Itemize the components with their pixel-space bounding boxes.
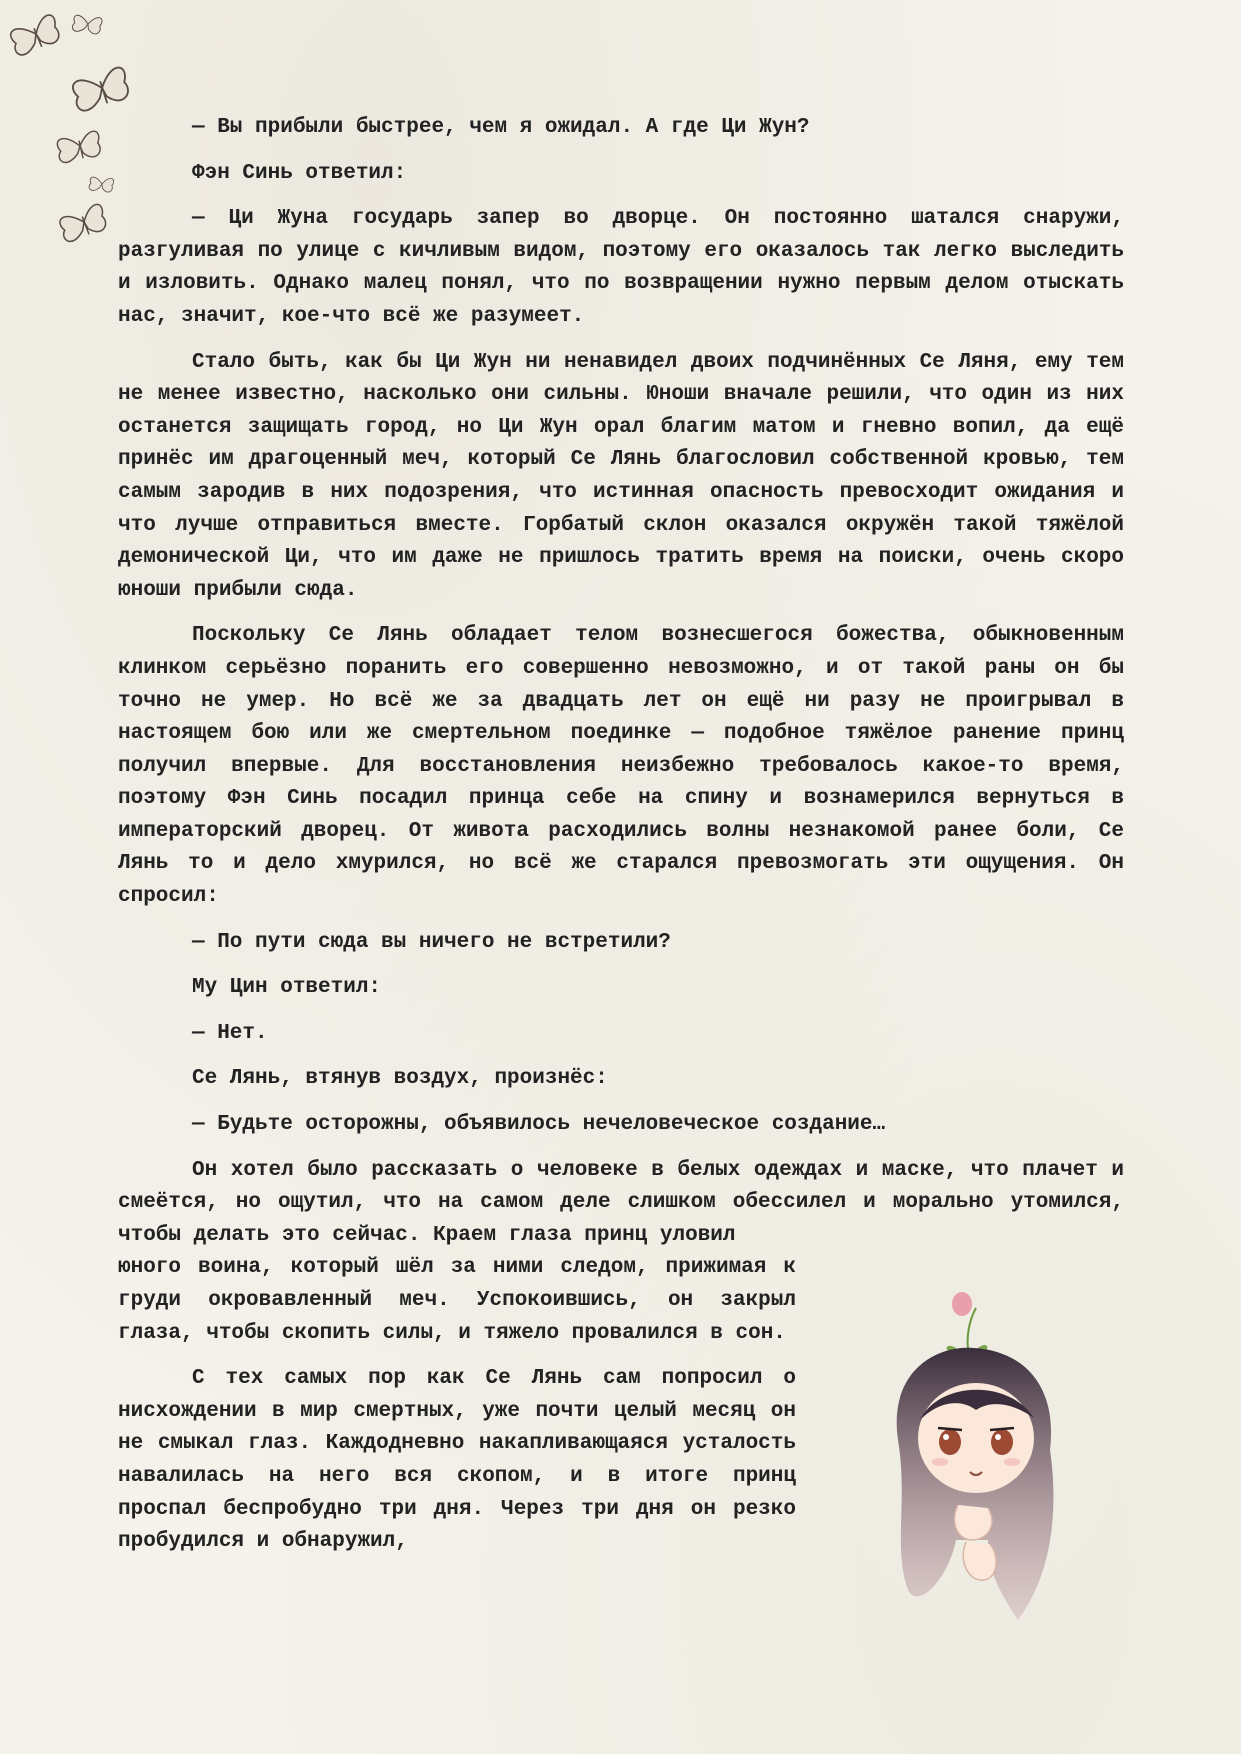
paragraph: — Ци Жуна государь запер во дворце. Он постоянно шатался снаружи, разгуливая по улице с кичливым видом, поэтому его оказалось так легко выследить и изловить. Однако малец понял, что по возвращении нужно первым делом отыскать нас, значит, кое-что всё же разумеет.: [118, 207, 1124, 328]
paragraph: Фэн Синь ответил:: [192, 161, 407, 185]
paragraph: Он хотел было рассказать о человеке в белых одеждах и маске, что плачет и смеётся, но ощутил, что на самом деле слишком обессилел и морально утомился, чтобы делать это сейчас. Краем глаза принц уловил: [118, 1158, 1124, 1247]
chibi-character-illustration: [838, 1290, 1118, 1640]
paragraph: юного воина, который шёл за ними следом, прижимая к груди окровавленный меч. Успокоившись, он закрыл глаза, чтобы скопить силы, и тяжело провалился в сон.: [118, 1256, 796, 1345]
paragraph: — Будьте осторожны, объявилось нечеловеческое создание…: [192, 1113, 886, 1137]
paragraph: — По пути сюда вы ничего не встретили?: [192, 930, 671, 954]
paragraph: — Нет.: [192, 1021, 268, 1045]
paragraph: Се Лянь, втянув воздух, произнёс:: [192, 1067, 608, 1091]
paragraph: С тех самых пор как Се Лянь сам попросил о нисхождении в мир смертных, уже почти целый месяц он не смыкал глаз. Каждодневно накапливающаяся усталость навалилась на него вся скопом, и в итоге принц проспал беспробудно три дня. Через три дня он резко пробудился и обнаружил,: [118, 1367, 796, 1554]
paragraph: Поскольку Се Лянь обладает телом вознесшегося божества, обыкновенным клинком серьёзно поранить его совершенно невозможно, и от такой раны он бы точно не умер. Но всё же за двадцать лет он ещё ни разу не проигрывал в настоящем бою или же смертельном поединке — подобное тяжёлое ранение принц получил впервые. Для восстановления неизбежно требовалось какое-то время, поэтому Фэн Синь посадил принца себе на спину и вознамерился вернуться в императорский дворец. От живота расходились волны незнакомой ранее боли, Се Лянь то и дело хмурился, но всё же старался превозмогать эти ощущения. Он спросил:: [118, 624, 1124, 909]
paragraph: — Вы прибыли быстрее, чем я ожидал. А где Ци Жун?: [192, 116, 810, 139]
paragraph: Стало быть, как бы Ци Жун ни ненавидел двоих подчинённых Се Ляня, ему тем не менее известно, насколько они сильны. Юноши вначале решили, что один из них останется защищать город, но Ци Жун орал благим матом и гневно вопил, да ещё принёс им драгоценный меч, который Се Лянь благословил собственной кровью, тем самым зародив в них подозрения, что истинная опасность превосходит ожидания и что лучше отправиться вместе. Горбатый склон оказался окружён такой тяжёлой демонической Ци, что им даже не пришлось тратить время на поиски, очень скоро юноши прибыли сюда.: [118, 350, 1124, 602]
paragraph: Му Цин ответил:: [192, 976, 382, 1000]
